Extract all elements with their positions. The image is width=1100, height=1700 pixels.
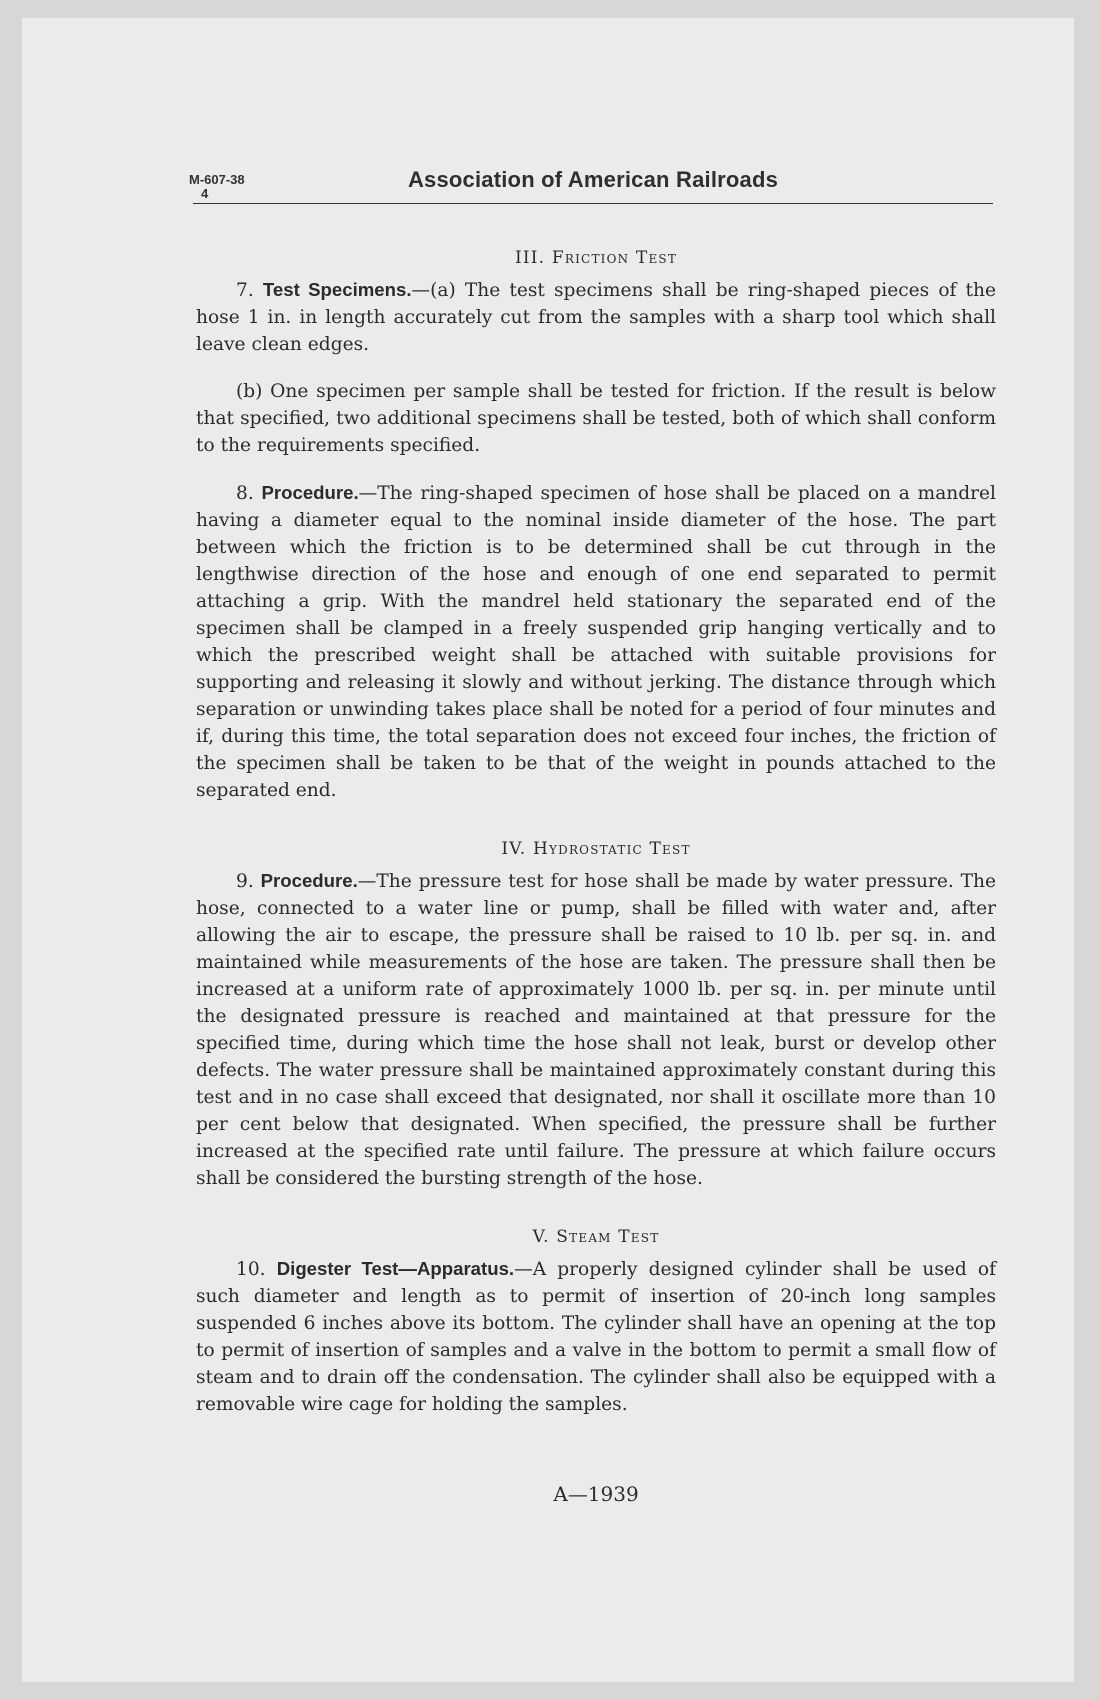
paragraph-title: Test Specimens.	[262, 279, 412, 300]
paragraph-8	[196, 479, 996, 804]
page-number: 4	[201, 186, 209, 201]
running-head: Association of American Railroads	[407, 167, 779, 192]
paragraph-10	[196, 1255, 996, 1418]
paragraph-number: 7.	[236, 280, 254, 301]
section-heading-hydrostatic: IV. Hydrostatic Test	[501, 839, 691, 859]
paragraph-9	[196, 867, 996, 1192]
document-body	[196, 245, 996, 1418]
paragraph-7	[196, 276, 996, 358]
page-header	[189, 163, 993, 204]
paragraph-text: —A properly designed cylinder shall be used of such diameter and length as to permit of insertion of 20-inch long samples suspended 6 inches above its bottom. The cylinder shall have an opening at the top to permit of insertion of samples and a valve in the bottom to permit a small flow of steam and to drain off the condensation. The cylinder shall also be equipped with a removable wire cage for holding the samples.	[196, 1259, 996, 1415]
paragraph-title: Procedure.	[261, 482, 359, 503]
paragraph-number: 10.	[236, 1259, 266, 1280]
paragraph-text: —The ring-shaped specimen of hose shall be placed on a mandrel having a diameter equal to the nominal inside diameter of the hose. The part between which the friction is to be determined shall be cut through in the lengthwise direction of the hose and enough of one end separated to permit attaching a grip. With the mandrel held stationary the separated end of the specimen shall be clamped in a freely suspended grip hanging vertically and to which the prescribed weight shall be attached with suitable provisions for supporting and releasing it slowly and without jerking. The distance through which separation or unwinding takes place shall be noted for a period of four minutes and if, during this time, the total separation does not exceed four inches, the friction of the specimen shall be taken to be that of the weight in pounds attached to the separated end.	[196, 483, 996, 801]
paragraph-text: —The pressure test for hose shall be made by water pressure. The hose, connected to a water line or pump, shall be filled with water and, after allowing the air to escape, the pressure shall be raised to 10 lb. per sq. in. and maintained while measurements of the hose are taken. The pressure shall then be increased at a uniform rate of approximately 1000 lb. per sq. in. per minute until the designated pressure is reached and maintained at that pressure for the specified time, during which time the hose shall not leak, burst or develop other defects. The water pressure shall be maintained approximately constant during this test and in no case shall exceed that designated, nor shall it oscillate more than 10 per cent below that designated. When specified, the pressure shall be further increased at the specified rate until failure. The pressure at which failure occurs shall be considered the bursting strength of the hose.	[196, 871, 996, 1189]
paragraph-title: Digester Test—Apparatus.	[276, 1258, 515, 1279]
section-heading-steam: V. Steam Test	[532, 1227, 660, 1247]
paragraph-number: 9.	[236, 871, 254, 892]
document-number: M-607-38	[189, 172, 245, 187]
paragraph-text: —(a) The test specimens shall be ring-shaped pieces of the hose 1 in. in length accurately cut from the samples with a sharp tool which shall leave clean edges.	[196, 280, 996, 355]
issue-footer: A—1939	[553, 1482, 639, 1506]
paragraph-number: 8.	[236, 483, 254, 504]
paragraph-7b: (b) One specimen per sample shall be tested for friction. If the result is below that specified, two additional specimens shall be tested, both of which shall conform to the requirements specified.	[196, 381, 996, 456]
section-heading-friction: III. Friction Test	[514, 248, 678, 268]
paragraph-title: Procedure.	[260, 870, 358, 891]
